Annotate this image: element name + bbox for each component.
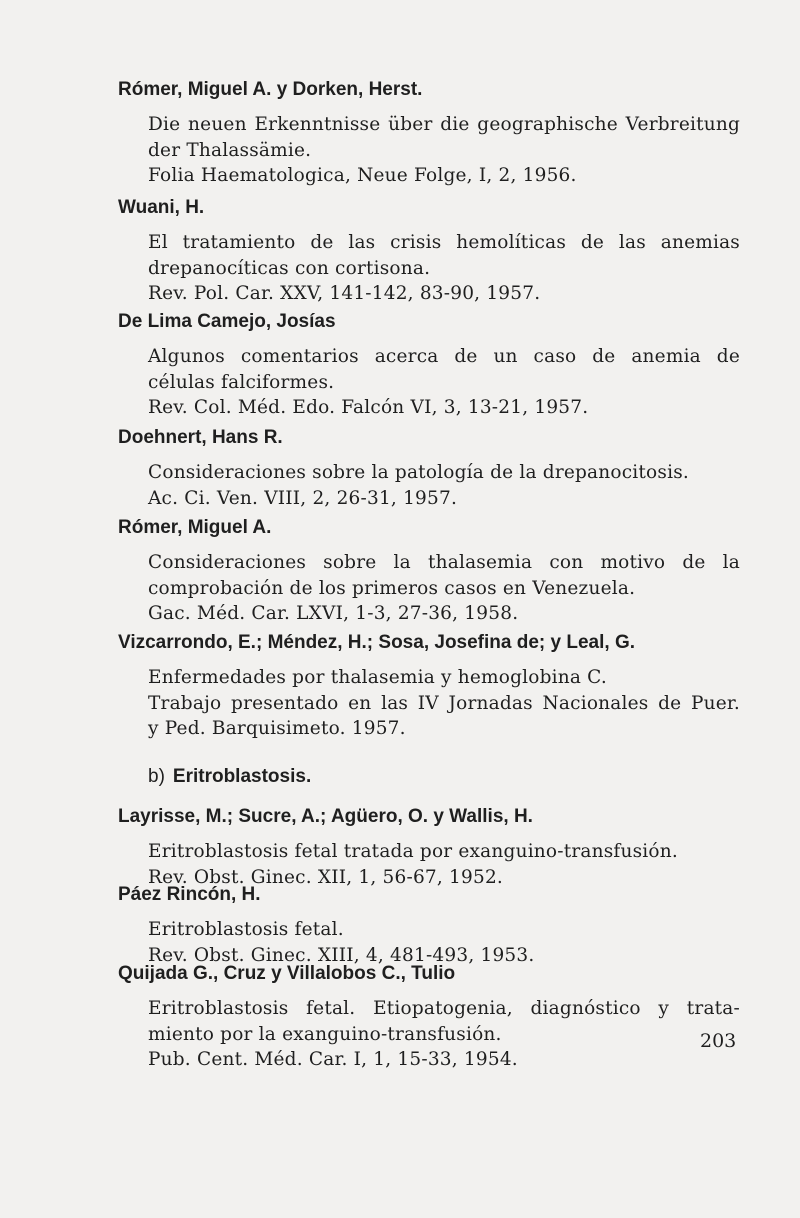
reference-entry (118, 78, 740, 189)
page-number: 203 (700, 1030, 737, 1052)
reference-body (148, 550, 740, 627)
reference-body (148, 344, 740, 421)
reference-author: Páez Rincón, H. (118, 884, 261, 905)
reference-line: Eritroblastosis fetal tratada por exanguino-transfusión. (148, 841, 678, 862)
reference-body (148, 996, 740, 1073)
reference-line: Consideraciones sobre la thalasemia con motivo de la (148, 552, 740, 573)
reference-line: miento por la exanguino-transfusión. (148, 1023, 502, 1045)
reference-author: De Lima Camejo, Josías (118, 311, 336, 332)
reference-line: Rev. Pol. Car. XXV, 141-142, 83-90, 1957. (148, 283, 541, 304)
reference-body (148, 665, 740, 742)
reference-line: comprobación de los primeros casos en Venezuela. (148, 577, 636, 599)
reference-entry (118, 196, 740, 307)
reference-body (148, 230, 740, 307)
reference-entry (118, 310, 740, 421)
reference-entry (118, 516, 740, 627)
reference-line: y Ped. Barquisimeto. 1957. (148, 718, 406, 739)
reference-author: Doehnert, Hans R. (118, 427, 283, 448)
reference-entry (118, 883, 740, 968)
reference-line: der Thalassämie. (148, 139, 312, 161)
reference-author: Rómer, Miguel A. (118, 517, 272, 538)
reference-author: Layrisse, M.; Sucre, A.; Agüero, O. y Wallis, H. (118, 806, 533, 827)
section-heading (148, 765, 311, 789)
reference-entry (118, 426, 740, 511)
reference-line: células falciformes. (148, 371, 335, 393)
reference-line: Algunos comentarios acerca de un caso de anemia de (148, 346, 740, 367)
reference-line: Pub. Cent. Méd. Car. I, 1, 15-33, 1954. (148, 1049, 518, 1070)
reference-entry (118, 631, 740, 742)
reference-line: Ac. Ci. Ven. VIII, 2, 26-31, 1957. (148, 487, 458, 509)
reference-line: Rev. Obst. Ginec. XIII, 4, 481-493, 1953. (148, 944, 535, 966)
section-title: Eritroblastosis. (172, 766, 312, 787)
reference-author: Rómer, Miguel A. y Dorken, Herst. (118, 79, 423, 100)
reference-line: Rev. Obst. Ginec. XII, 1, 56-67, 1952. (148, 866, 504, 888)
reference-line: drepanocíticas con cortisona. (148, 257, 431, 279)
reference-author: Wuani, H. (118, 197, 205, 218)
reference-body (148, 917, 740, 968)
reference-line: Eritroblastosis fetal. Etiopatogenia, diagnóstico y trata- (148, 998, 740, 1019)
reference-line: Folia Haematologica, Neue Folge, I, 2, 1956. (148, 165, 577, 186)
reference-line: El tratamiento de las crisis hemolíticas de las anemias (148, 232, 740, 253)
reference-line: Die neuen Erkenntnisse über die geographische Verbreitung (148, 114, 740, 135)
reference-line: Eritroblastosis fetal. (148, 919, 344, 940)
reference-line: Trabajo presentado en las IV Jornadas Nacionales de Puer. (148, 692, 740, 714)
section-label: b) (148, 766, 165, 787)
reference-line: Enfermedades por thalasemia y hemoglobina C. (148, 667, 607, 688)
reference-body (148, 460, 740, 511)
reference-line: Rev. Col. Méd. Edo. Falcón VI, 3, 13-21, 1957. (148, 397, 589, 418)
reference-author: Vizcarrondo, E.; Méndez, H.; Sosa, Josefina de; y Leal, G. (118, 632, 635, 653)
reference-entry (118, 805, 740, 890)
reference-line: Gac. Méd. Car. LXVI, 1-3, 27-36, 1958. (148, 603, 519, 624)
reference-author: Quijada G., Cruz y Villalobos C., Tulio (118, 963, 456, 984)
reference-body (148, 112, 740, 189)
reference-line: Consideraciones sobre la patología de la drepanocitosis. (148, 462, 689, 483)
reference-entry (118, 962, 740, 1073)
